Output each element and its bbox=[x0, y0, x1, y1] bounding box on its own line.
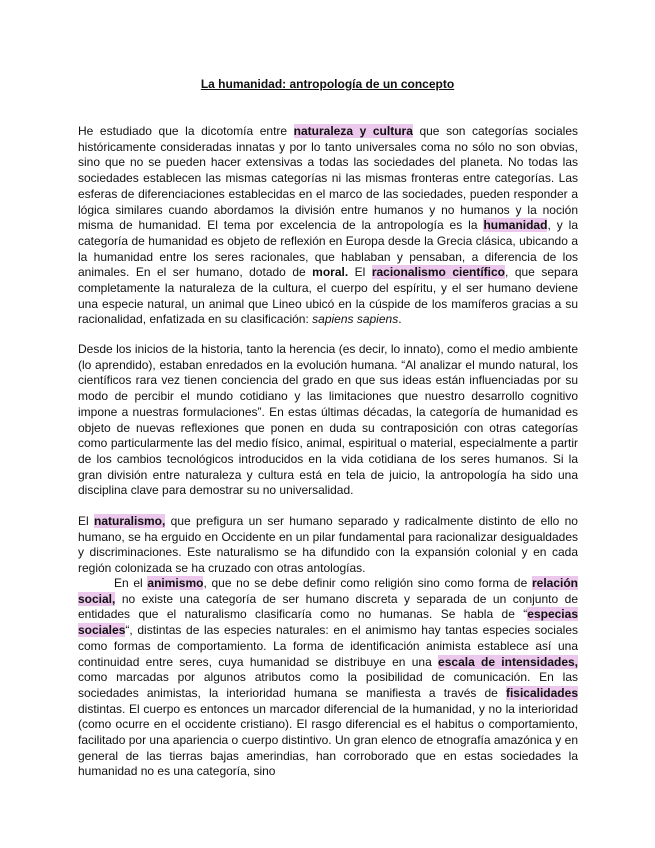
text-run: , y la categoría de humanidad es objeto de reflexión en Europa desde la Grecia clásica, ubicando a la humanidad entre los seres racionales, que hablaban y pensaban, a diferencia de los animales. En el ser humano, dotado de bbox=[78, 218, 578, 280]
text-run: no existe una categoría de ser humano discreta y separada de un conjunto de entidades que el naturalismo clasificaría como no humanas. Se habla de “ bbox=[78, 591, 578, 622]
text-run: En el bbox=[114, 576, 148, 590]
text-run: El bbox=[348, 265, 372, 280]
text-run: El bbox=[78, 514, 94, 528]
highlight-naturalismo: naturalismo, bbox=[93, 514, 166, 528]
text-run: que son categorías sociales históricamente consideradas innatas y por lo tanto universales coma no sólo no son obvias, sino que no se pueden hacer extensivas a todas las sociedades del planeta. No todas las sociedades establecen las mismas categorías ni las mismas fronteras entre categorías. Las esferas de diferenciaciones establecidas en el marco de las sociedades, pueden responder a lógica similares cuando abordamos la división entre humanos y no humanos y la noción misma de humanidad. El tema por excelencia de la antropología es la bbox=[78, 124, 578, 233]
text-run: He estudiado que la dicotomía entre bbox=[78, 124, 294, 138]
paragraph-3 bbox=[78, 514, 578, 577]
text-run: , que separa completamente la naturaleza de la cultura, el cuerpo del espíritu, y el ser humano deviene una especie natural, un animal que Lineo ubicó en la cúspide de los mamíferos gracias a su racionalidad, enfatizada en su clasificación: bbox=[78, 265, 579, 327]
text-run: que prefigura un ser humano separado y radicalmente distinto de ello no humano, se ha erguido en Occidente en un pilar fundamental para racionalizar desigualdades y discriminaciones. Este naturalismo se ha difundido con la expansión colonial y en cada región colonizada se ha cruzado con otras antologías. bbox=[78, 514, 578, 576]
document-title: La humanidad: antropología de un concepto bbox=[200, 77, 455, 91]
highlight-escala-de-intensidades: escala de intensidades, bbox=[438, 654, 578, 669]
highlight-especias-sociales: especias sociales bbox=[78, 607, 578, 638]
highlight-fisicalidades: fisicalidades bbox=[505, 685, 578, 700]
text-run: “, distintas de las especies naturales: en el animismo hay tantas especies sociales como formas de comportamiento. La forma de identificación animista establece así una continuidad entre seres, cuya humanidad se distribuye en una bbox=[78, 623, 578, 669]
highlight-racionalismo-cientifico: racionalismo científico bbox=[371, 265, 505, 280]
bold-moral: moral. bbox=[312, 265, 349, 280]
text-run: como marcadas por algunos atributos como la posibilidad de comunicación. En las sociedades animistas, la interioridad humana se manifiesta a través de bbox=[78, 670, 578, 700]
highlight-naturaleza-y-cultura: naturaleza y cultura bbox=[293, 124, 413, 138]
highlight-relacion-social: relación social, bbox=[78, 576, 578, 606]
text-run: , que no se debe definir como religión sino como forma de bbox=[203, 576, 532, 590]
highlight-humanidad: humanidad bbox=[483, 218, 548, 233]
paragraph-1 bbox=[78, 124, 578, 328]
paragraph-2: Desde los inicios de la historia, tanto la herencia (es decir, lo innato), como el medio ambiente (lo aprendido), estaban enredados en la evolución humana. “Al analizar el mundo natural, los científicos rara vez tienen conciencia del grado en que sus ideas están influenciadas por su modo de percibir el mundo cotidiano y las limitaciones que nuestro desarrollo cognitivo impone a nuestras formulaciones”. En estas últimas décadas, la categoría de humanidad es objeto de nuevas reflexiones que ponen en duda su contraposición con otras categorías como particularmente las del medio físico, animal, espiritual o material, especialmente a partir de los cambios tecnológicos introducidos en la vida cotidiana de los seres humanos. Si la gran división entre naturaleza y cultura está en tela de juicio, la antropología ha sido una disciplina clave para demostrar su no universalidad. bbox=[78, 342, 578, 498]
text-run: distintas. El cuerpo es entonces un marcador diferencial de la humanidad, y no la interioridad (como ocurre en el occidente cristiano). El rasgo diferencial es el habitus o comportamiento, facilitado por una apariencia o cuerpo distintivo. Un gran elenco de etnografía amazónica y en general de las tierras bajas amerindias, han corroborado que en estas sociedades la humanidad no es una categoría, sino bbox=[78, 701, 578, 779]
paragraph-4 bbox=[78, 576, 578, 780]
highlight-animismo: animismo bbox=[147, 576, 204, 590]
text-run: . bbox=[398, 312, 402, 327]
italic-sapiens-sapiens: sapiens sapiens bbox=[312, 312, 399, 327]
